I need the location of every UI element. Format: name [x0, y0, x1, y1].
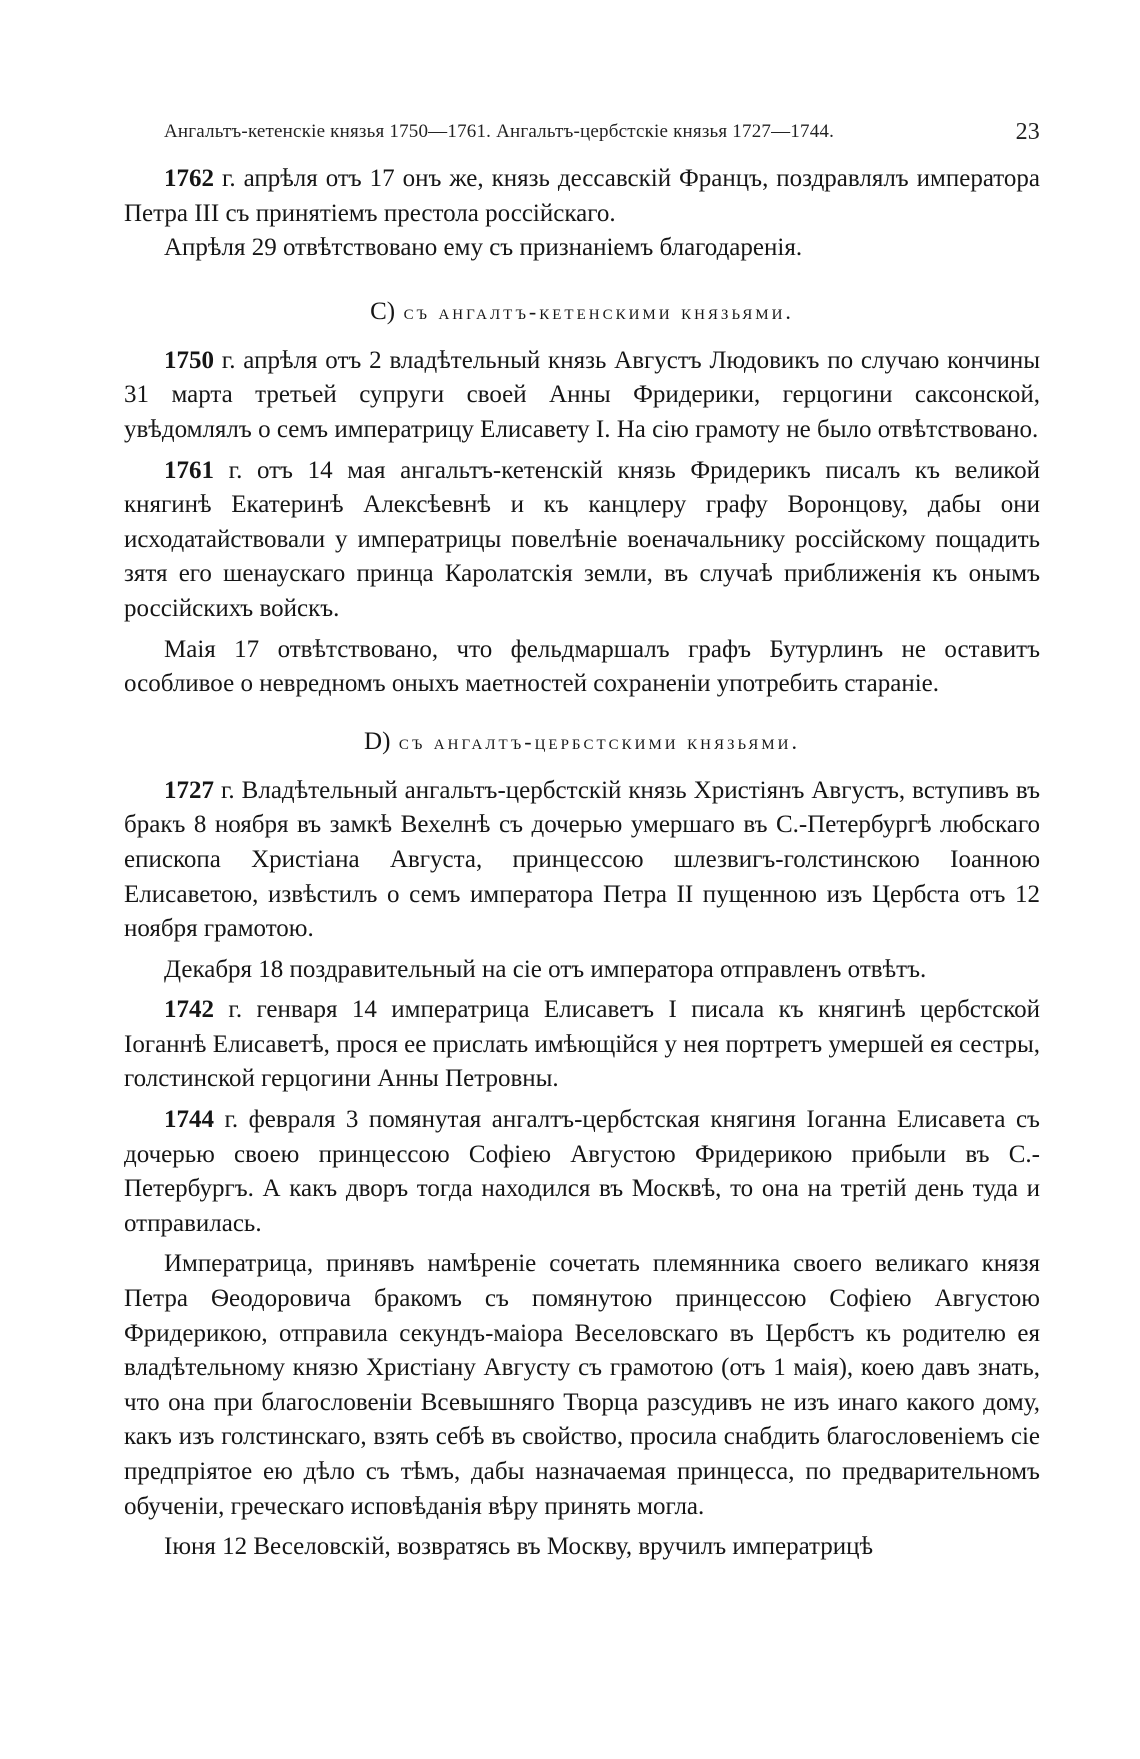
- paragraph-text: Апрѣля 29 отвѣтствовано ему съ признаніемъ благодаренія.: [164, 234, 803, 262]
- paragraph: [124, 344, 1040, 448]
- paragraph: [124, 454, 1040, 627]
- section-title: съ ангалтъ-цербстскими князьями.: [398, 728, 800, 754]
- paragraph-text: Іюня 12 Веселовскій, возвратясь въ Москву, вручилъ императрицѣ: [164, 1533, 874, 1561]
- paragraph: [124, 1247, 1040, 1524]
- paragraph: [124, 231, 1040, 266]
- section-letter: C): [370, 297, 396, 325]
- paragraph: [124, 1530, 1040, 1565]
- paragraph: [124, 953, 1040, 988]
- paragraph-text: Декабря 18 поздравительный на сіе отъ императора отправленъ отвѣтъ.: [164, 955, 927, 983]
- paragraph: [124, 162, 1040, 231]
- paragraph-text: Императрица, принявъ намѣреніе сочетать племянника своего великаго князя Петра Ѳеодоровича бракомъ съ помянутою принцессою Софіею Августою Фридерикою, отправила секундъ-маіора Веселовскаго въ Цербстъ къ родителю ея владѣтельному князю Христіану Августу съ грамотою (отъ 1 маія), коею давъ знать, что она при благословеніи Всевышняго Творца разсудивъ не изъ инаго какого дому, какъ изъ голстинскаго, взять себѣ въ свойство, просила снабдить благословеніемъ сіе предпріятое ею дѣло съ тѣмъ, дабы назначаемая принцесса, по предварительномъ обученіи, греческаго исповѣданія вѣру принять могла.: [124, 1250, 1040, 1520]
- paragraph-text: г. генваря 14 императрица Елисаветъ I писала къ княгинѣ цербстской Іоганнѣ Елисаветѣ, прося ее прислать имѣющійся у нея портретъ умершей ея сестры, голстинской герцогини Анны Петровны.: [124, 996, 1040, 1093]
- section-letter: D): [364, 727, 391, 755]
- page-number: 23: [1015, 119, 1040, 145]
- paragraph-text: г. апрѣля отъ 17 онъ же, князь дессавскій Францъ, поздравлялъ императора Петра III съ принятіемъ престола россійскаго.: [124, 165, 1040, 227]
- paragraph-year: 1727: [164, 776, 214, 804]
- section-heading-d: [124, 722, 1040, 762]
- paragraph-year: 1762: [164, 165, 214, 192]
- paragraph-text: г. Владѣтельный ангальтъ-цербстскій князь Христіянъ Августъ, вступивъ въ бракъ 8 ноября въ замкѣ Вехелнѣ съ дочерью умершаго въ С.-Петербургѣ любскаго епископа Христіана Августа, принцессою шлезвигъ-голстинскою Іоанною Елисаветою, извѣстилъ о семъ императора Петра II пущенною изъ Цербста отъ 12 ноября грамотою.: [124, 776, 1040, 943]
- paragraph: [124, 633, 1040, 702]
- section-heading-c: [124, 292, 1040, 332]
- book-page: [124, 112, 1040, 1565]
- paragraph: [124, 993, 1040, 1097]
- paragraph: [124, 1103, 1040, 1241]
- paragraph-text: г. февраля 3 помянутая ангалтъ-цербстская княгиня Іоганна Елисавета съ дочерью своею принцессою Софіею Августою Фридерикою прибыли въ С.-Петербургъ. А какъ дворъ тогда находился въ Москвѣ, то она на третій день туда и отправилась.: [124, 1106, 1040, 1237]
- paragraph-text: г. отъ 14 мая ангальтъ-кетенскій князь Фридерикъ писалъ къ великой княгинѣ Екатеринѣ Алексѣевнѣ и къ канцлеру графу Воронцову, дабы они исходатайствовали у императрицы повелѣніе военачальнику россійскому пощадить зятя его шенаускаго принца Каролатскія земли, въ случаѣ приближенія къ онымъ россійскихъ войскъ.: [124, 456, 1040, 622]
- running-head: [124, 112, 1040, 152]
- running-title: Ангальтъ-кетенскіе князья 1750—1761. Ангальтъ-цербстскіе князья 1727—1744.: [164, 121, 835, 142]
- paragraph-year: 1742: [164, 996, 214, 1024]
- paragraph-year: 1744: [164, 1106, 214, 1134]
- section-title: съ ангалтъ-кетенскими князьями.: [403, 298, 794, 324]
- paragraph-year: 1761: [164, 456, 214, 484]
- paragraph-text: г. апрѣля отъ 2 владѣтельный князь Августъ Людовикъ по случаю кончины 31 марта третьей супруги своей Анны Фридерики, герцогини саксонской, увѣдомлялъ о семъ императрицу Елисавету I. На сію грамоту не было отвѣтствовано.: [124, 346, 1040, 443]
- page-body: [124, 162, 1040, 1565]
- paragraph: [124, 774, 1040, 947]
- paragraph-year: 1750: [164, 346, 214, 374]
- paragraph-text: Маія 17 отвѣтствовано, что фельдмаршалъ графъ Бутурлинъ не оставитъ особливое о невредномъ оныхъ маетностей сохраненіи употребить стараніе.: [124, 635, 1040, 698]
